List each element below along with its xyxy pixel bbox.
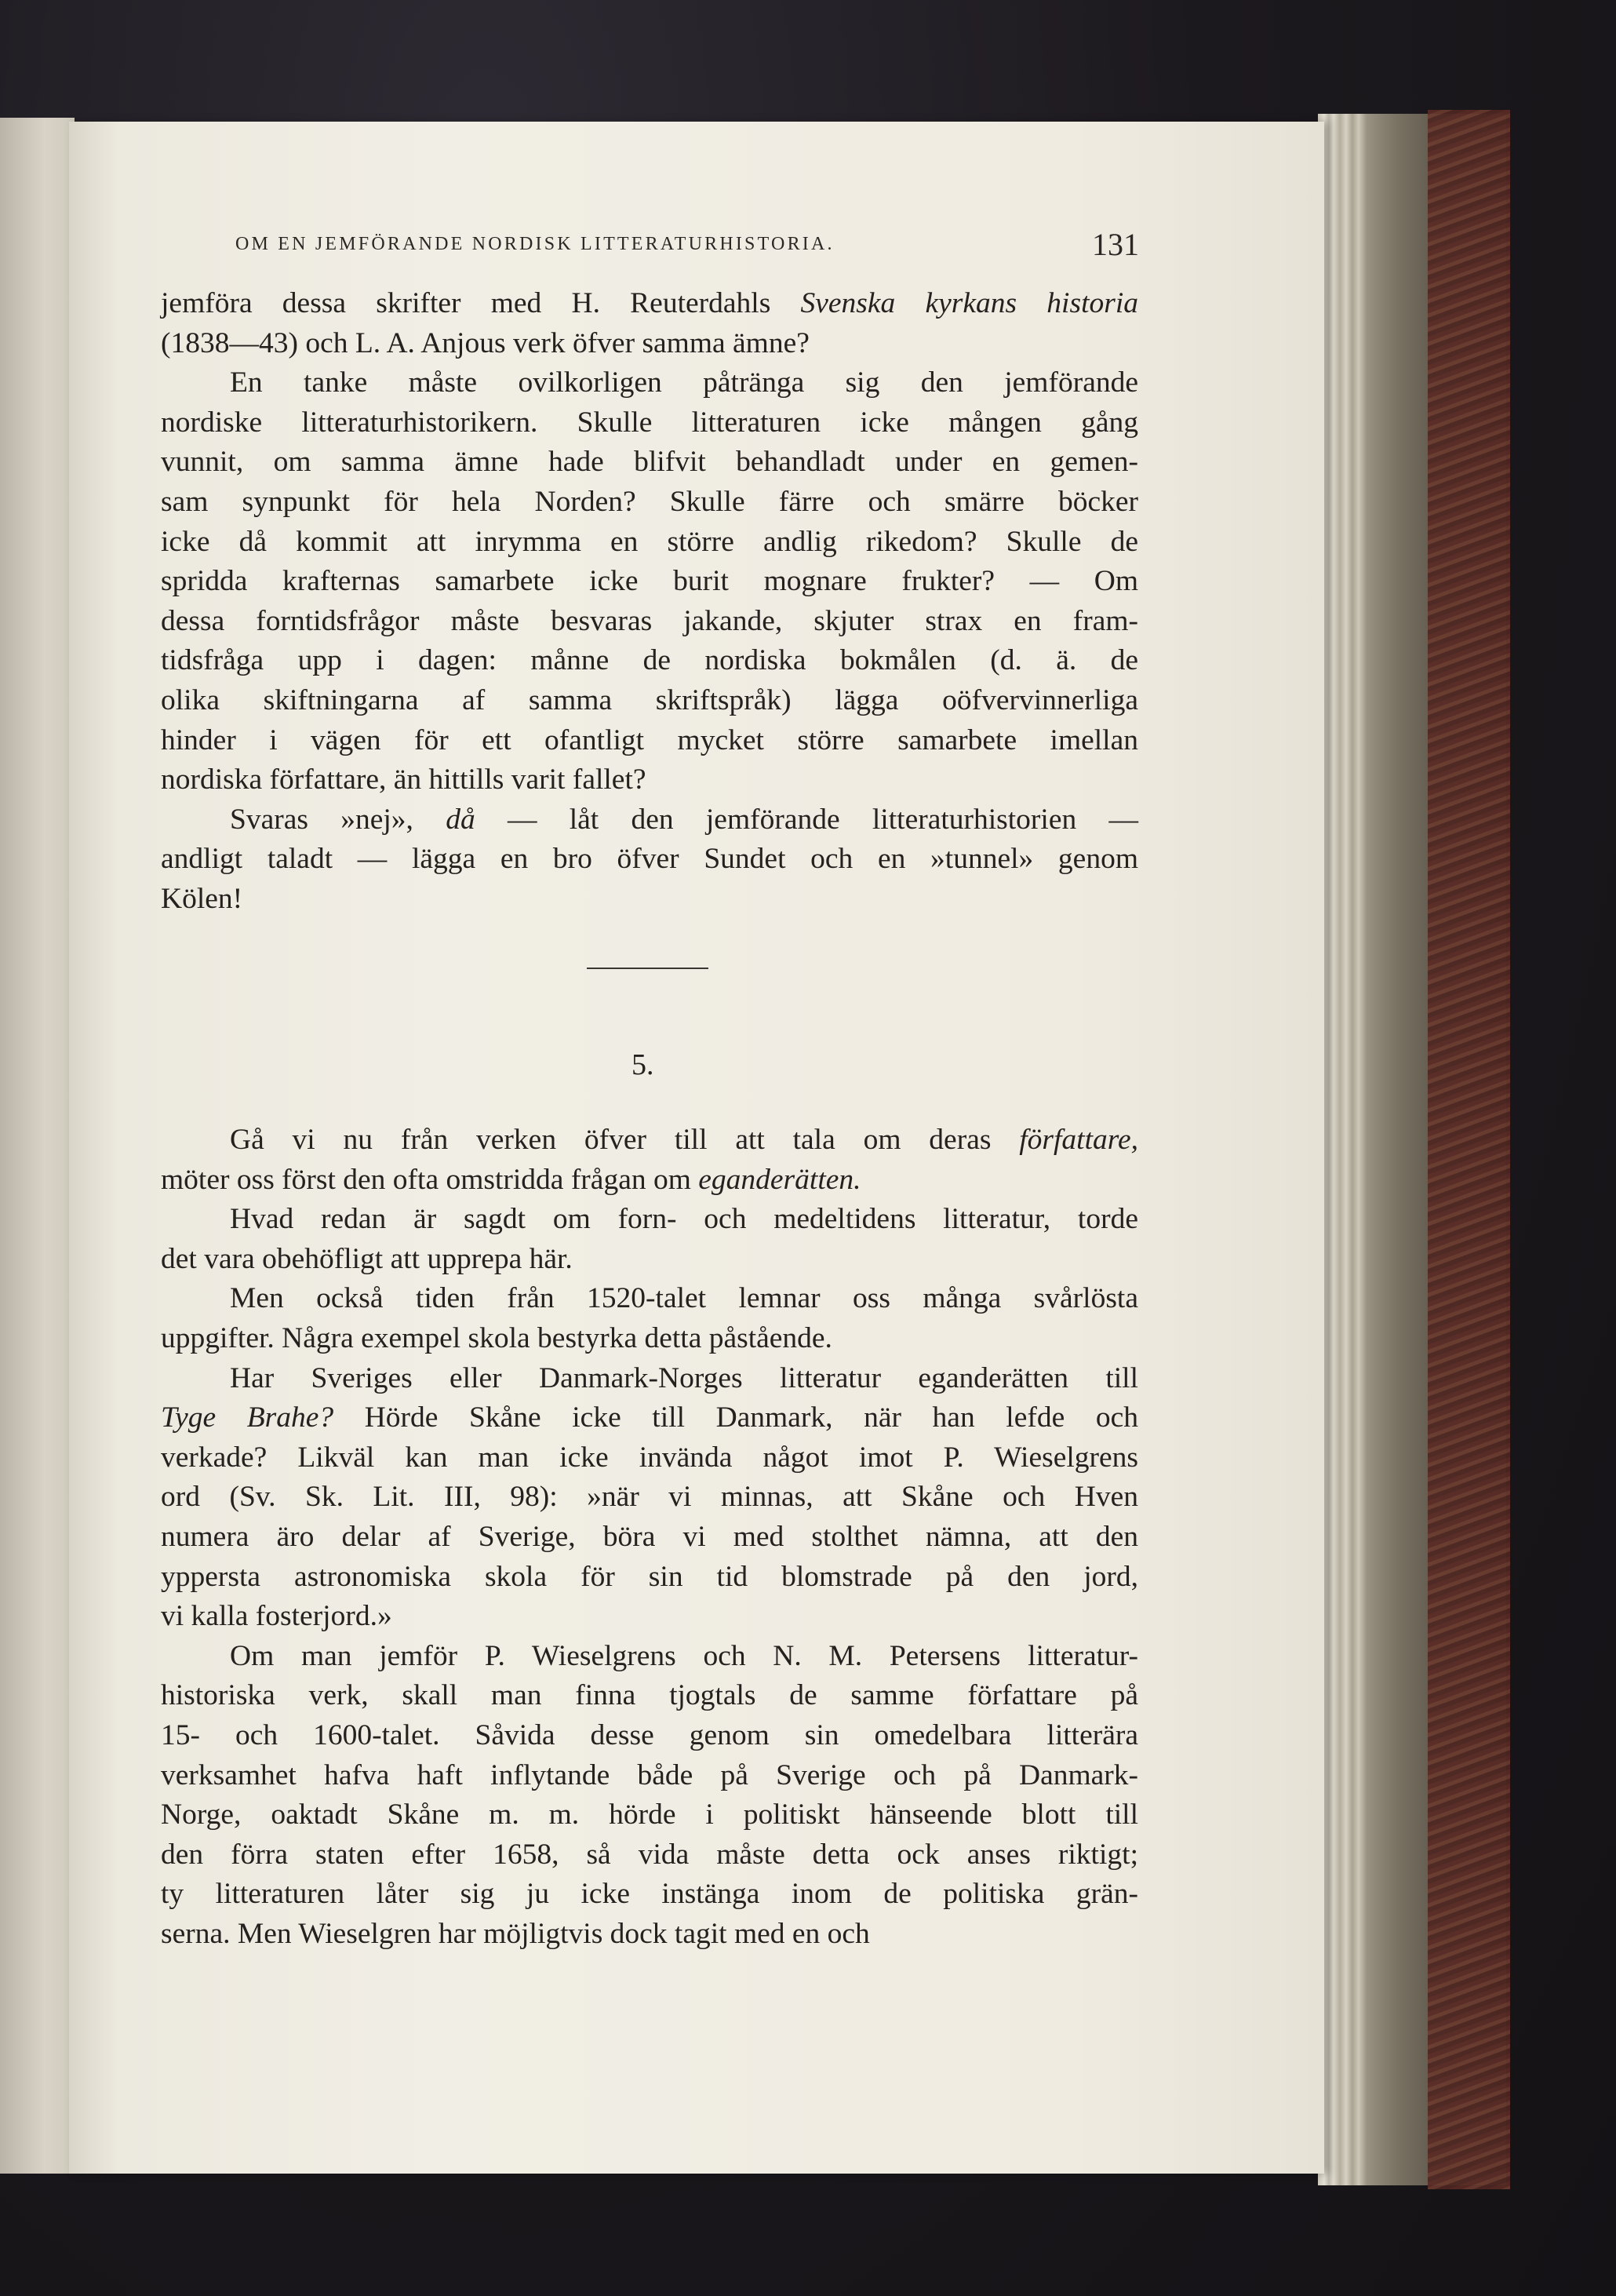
page-number: 131: [1092, 227, 1139, 262]
left-page-edge: [0, 118, 75, 2174]
text-line: vi kalla fosterjord.»: [161, 1600, 392, 1633]
text-line: Kölen!: [161, 882, 243, 915]
text-line: sam synpunkt för hela Norden? Skulle färre och smärre böcker: [161, 485, 1138, 518]
text-line: den förra staten efter 1658, så vida måste detta ock anses riktigt;: [161, 1838, 1138, 1871]
text-line: historiska verk, skall man finna tjogtals de samme författare på: [161, 1679, 1138, 1712]
text-line: jemföra dessa skrifter med H. Reuterdahls Svenska kyrkans historia: [161, 287, 1139, 319]
text-line: Har Sveriges eller Danmark-Norges litteratur eganderätten till: [230, 1361, 1138, 1394]
text-line: hinder i vägen för ett ofantligt mycket större samarbete imellan: [161, 723, 1138, 756]
book-cover-edge: [1428, 110, 1510, 2189]
text-line: verkade? Likväl kan man icke invända något imot P. Wieselgrens: [161, 1441, 1138, 1474]
text-line: Men också tiden från 1520-talet lemnar oss många svårlösta: [230, 1282, 1138, 1315]
text-line: dessa forntidsfrågor måste besvaras jakande, skjuter strax en fram-: [161, 604, 1138, 637]
text-line: det vara obehöfligt att upprepa här.: [161, 1242, 573, 1275]
text-block-1: [161, 284, 1138, 920]
text-line: Tyge Brahe? Hörde Skåne icke till Danmark, när han lefde och: [161, 1401, 1138, 1434]
text-line: uppgifter. Några exempel skola bestyrka detta påstående.: [161, 1321, 832, 1354]
text-line: 15- och 1600-talet. Såvida desse genom sin omedelbara litterära: [161, 1718, 1138, 1751]
text-line: ord (Sv. Sk. Lit. III, 98): »när vi minnas, att Skåne och Hven: [161, 1481, 1138, 1514]
text-line: Svaras »nej», då — låt den jemförande litteraturhistorien —: [230, 803, 1138, 836]
text-line: Om man jemför P. Wieselgrens och N. M. Petersens litteratur-: [230, 1639, 1138, 1672]
text-line: ty litteraturen låter sig ju icke instänga inom de politiska grän-: [161, 1878, 1138, 1911]
text-line: nordiska författare, än hittills varit fallet?: [161, 764, 646, 796]
text-line: olika skiftningarna af samma skriftspråk) lägga oöfvervinnerliga: [161, 683, 1138, 716]
running-head: OM EN JEMFÖRANDE NORDISK LITTERATURHISTORIA.: [235, 234, 835, 254]
text-line: verksamhet hafva haft inflytande både på Sverige och på Danmark-: [161, 1758, 1138, 1791]
text-line: serna. Men Wieselgren har möjligtvis dock tagit med en och: [161, 1917, 870, 1950]
text-line: tidsfråga upp i dagen: månne de nordiska bokmålen (d. ä. de: [161, 644, 1138, 677]
text-line: spridda krafternas samarbete icke burit mognare frukter? — Om: [161, 565, 1138, 598]
text-line: Gå vi nu från verken öfver till att tala om deras författare,: [230, 1124, 1138, 1156]
section-divider: [587, 968, 708, 969]
text-line: numera äro delar af Sverige, böra vi med stolthet nämna, att den: [161, 1520, 1138, 1553]
page-header: [235, 227, 1145, 268]
text-line: yppersta astronomiska skola för sin tid blomstrade på den jord,: [161, 1560, 1138, 1593]
text-line: nordiske litteraturhistorikern. Skulle litteraturen icke mången gång: [161, 406, 1138, 439]
text-line: En tanke måste ovilkorligen påtränga sig den jemförande: [230, 366, 1138, 399]
text-line: (1838—43) och L. A. Anjous verk öfver samma ämne?: [161, 326, 810, 359]
text-line: andligt taladt — lägga en bro öfver Sundet och en »tunnel» genom: [161, 843, 1138, 876]
text-block-2: [161, 1121, 1138, 1954]
text-line: icke då kommit att inrymma en större andlig rikedom? Skulle de: [161, 525, 1138, 558]
text-line: möter oss först den ofta omstridda frågan om eganderätten.: [161, 1163, 861, 1196]
text-line: Hvad redan är sagdt om forn- och medeltidens litteratur, torde: [230, 1203, 1138, 1236]
text-line: vunnit, om samma ämne hade blifvit behandladt under en gemen-: [161, 446, 1138, 479]
text-line: Norge, oaktadt Skåne m. m. hörde i politiskt hänseende blott till: [161, 1799, 1138, 1831]
section-number: 5.: [631, 1048, 654, 1081]
